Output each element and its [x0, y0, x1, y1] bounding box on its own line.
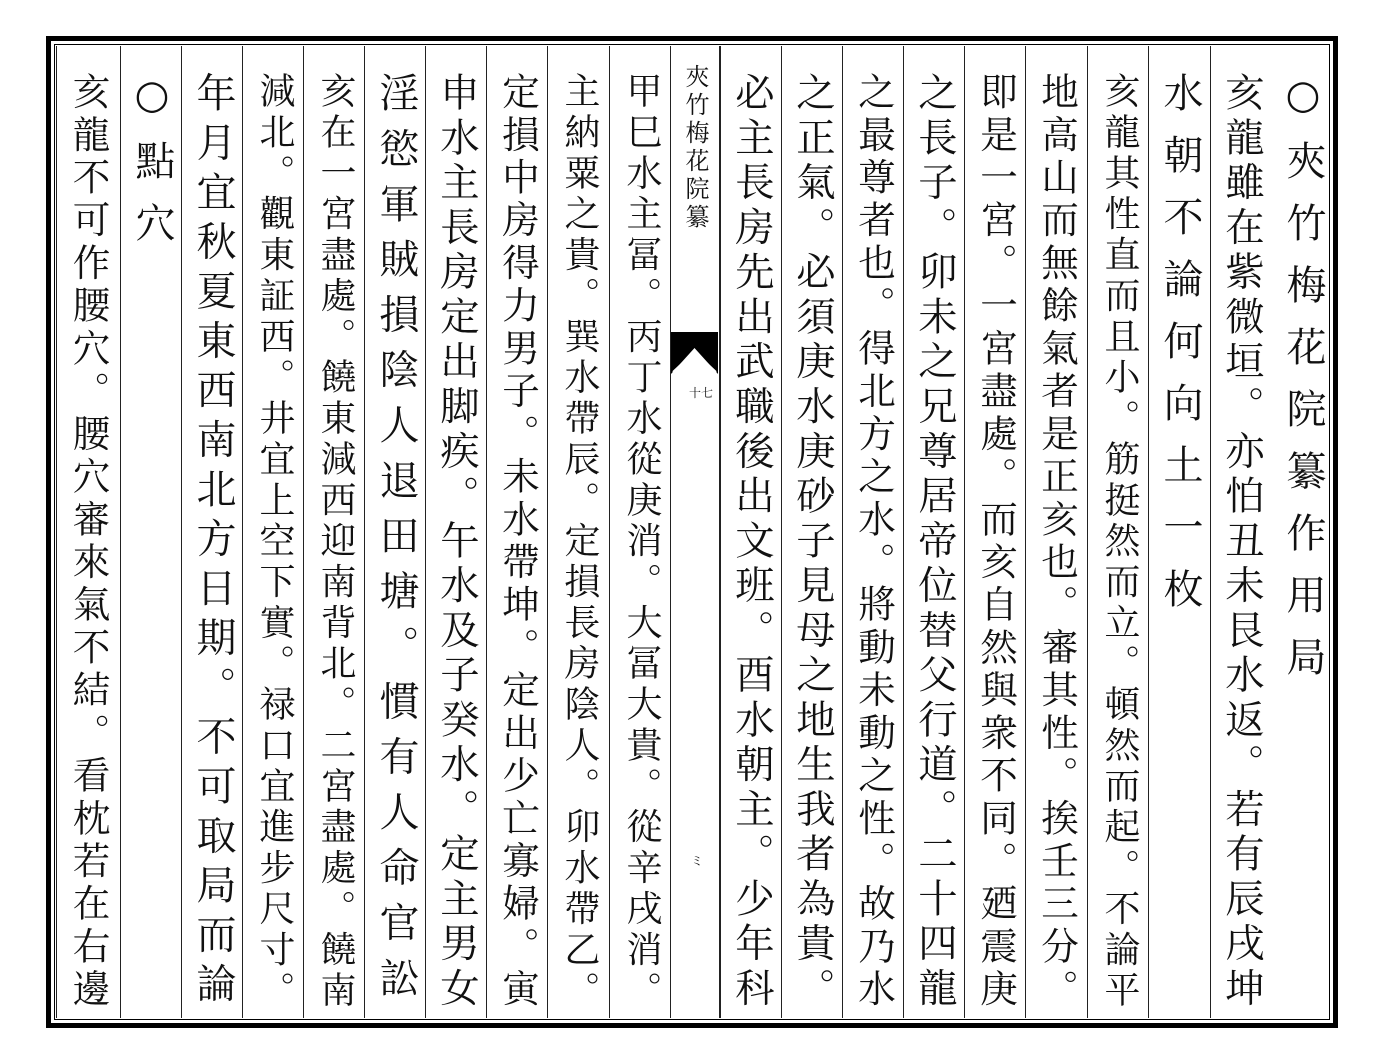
column-text: 定損中房得力男子。未水帶坤。定出少亡寡婦。寅 — [496, 72, 540, 1012]
fold-page-number: 十七 — [689, 386, 714, 400]
text-column-right-10 — [720, 46, 781, 1018]
column-text: 地高山而無餘氣者是正亥也。審其性。挨壬三分。 — [1035, 72, 1079, 1012]
column-text: 之長子。卯未之兄尊居帝位替父行道。二十四龍 — [912, 72, 958, 1012]
fishtail-mark-icon — [671, 332, 718, 374]
column-text: 年月宜秋夏東西南北方日期。不可取局而論 — [190, 72, 236, 1012]
text-column-right-3 — [1148, 46, 1210, 1018]
text-column-right-2 — [1210, 46, 1272, 1018]
text-column-left-6 — [303, 46, 364, 1018]
text-column-right-1 — [1272, 46, 1330, 1018]
column-text: ○點穴 — [129, 72, 175, 264]
column-text: 申水主長房定出脚疾。午水及子癸水。定主男女 — [434, 72, 480, 1012]
fold-mark: ミ — [691, 854, 704, 868]
text-column-right-6 — [964, 46, 1025, 1018]
text-column-right-7 — [903, 46, 964, 1018]
column-text: 亥在一宮盡處。饒東減西迎南背北。二宮盡處。饒南 — [315, 72, 356, 1012]
column-text: ○夾竹梅花院纂作用局 — [1280, 72, 1326, 698]
column-text: 之最尊者也。得北方之水。將動未動之性。故乃水 — [852, 72, 896, 1012]
center-fold — [670, 46, 720, 1018]
text-column-left-3 — [486, 46, 547, 1018]
text-column-left-2 — [547, 46, 609, 1018]
column-text: 亥龍不可作腰穴。腰穴審來氣不結。看枕若在右邊 — [66, 72, 111, 1012]
column-text: 主納粟之貴。巽水帶辰。定損長房陰人。卯水帶乙。 — [559, 72, 600, 1012]
text-column-right-9 — [781, 46, 842, 1018]
text-column-right-8 — [842, 46, 903, 1018]
column-text: 之正氣。必須庚水庚砂子見母之地生我者為貴。 — [790, 72, 836, 1012]
text-column-left-4 — [425, 46, 486, 1018]
text-column-left-9 — [120, 46, 181, 1018]
column-text: 亥龍雖在紫微垣。亦怕丑未艮水返。若有辰戌坤 — [1219, 72, 1265, 1012]
column-text: 必主長房先出武職後出文班。酉水朝主。少年科 — [729, 72, 775, 1012]
column-text: 即是一宮。一宮盡處。而亥自然與衆不同。廼震庚 — [974, 72, 1018, 1012]
text-column-left-5 — [364, 46, 425, 1018]
text-column-left-7 — [242, 46, 303, 1018]
text-column-right-5 — [1025, 46, 1087, 1018]
fold-book-title: 夾竹梅花院纂 — [681, 64, 709, 232]
column-text: 甲巳水主冨。丙丁水從庚消。大冨大貴。從辛戌消。 — [621, 72, 662, 1012]
text-column-left-10 — [56, 46, 120, 1018]
text-column-left-1 — [609, 46, 670, 1018]
text-column-left-8 — [181, 46, 242, 1018]
text-column-right-4 — [1087, 46, 1148, 1018]
column-text: 水朝不論何向土一枚 — [1157, 72, 1203, 630]
column-text: 減北。觀東証西。井宜上空下實。禄口宜進步尺寸。 — [254, 72, 295, 1012]
column-text: 亥龍其性直而且小。筋挺然而立。頓然而起。不論平 — [1099, 72, 1140, 1012]
column-text: 淫慾軍賊損陰人退田塘。慣有人命官訟 — [373, 72, 419, 1012]
